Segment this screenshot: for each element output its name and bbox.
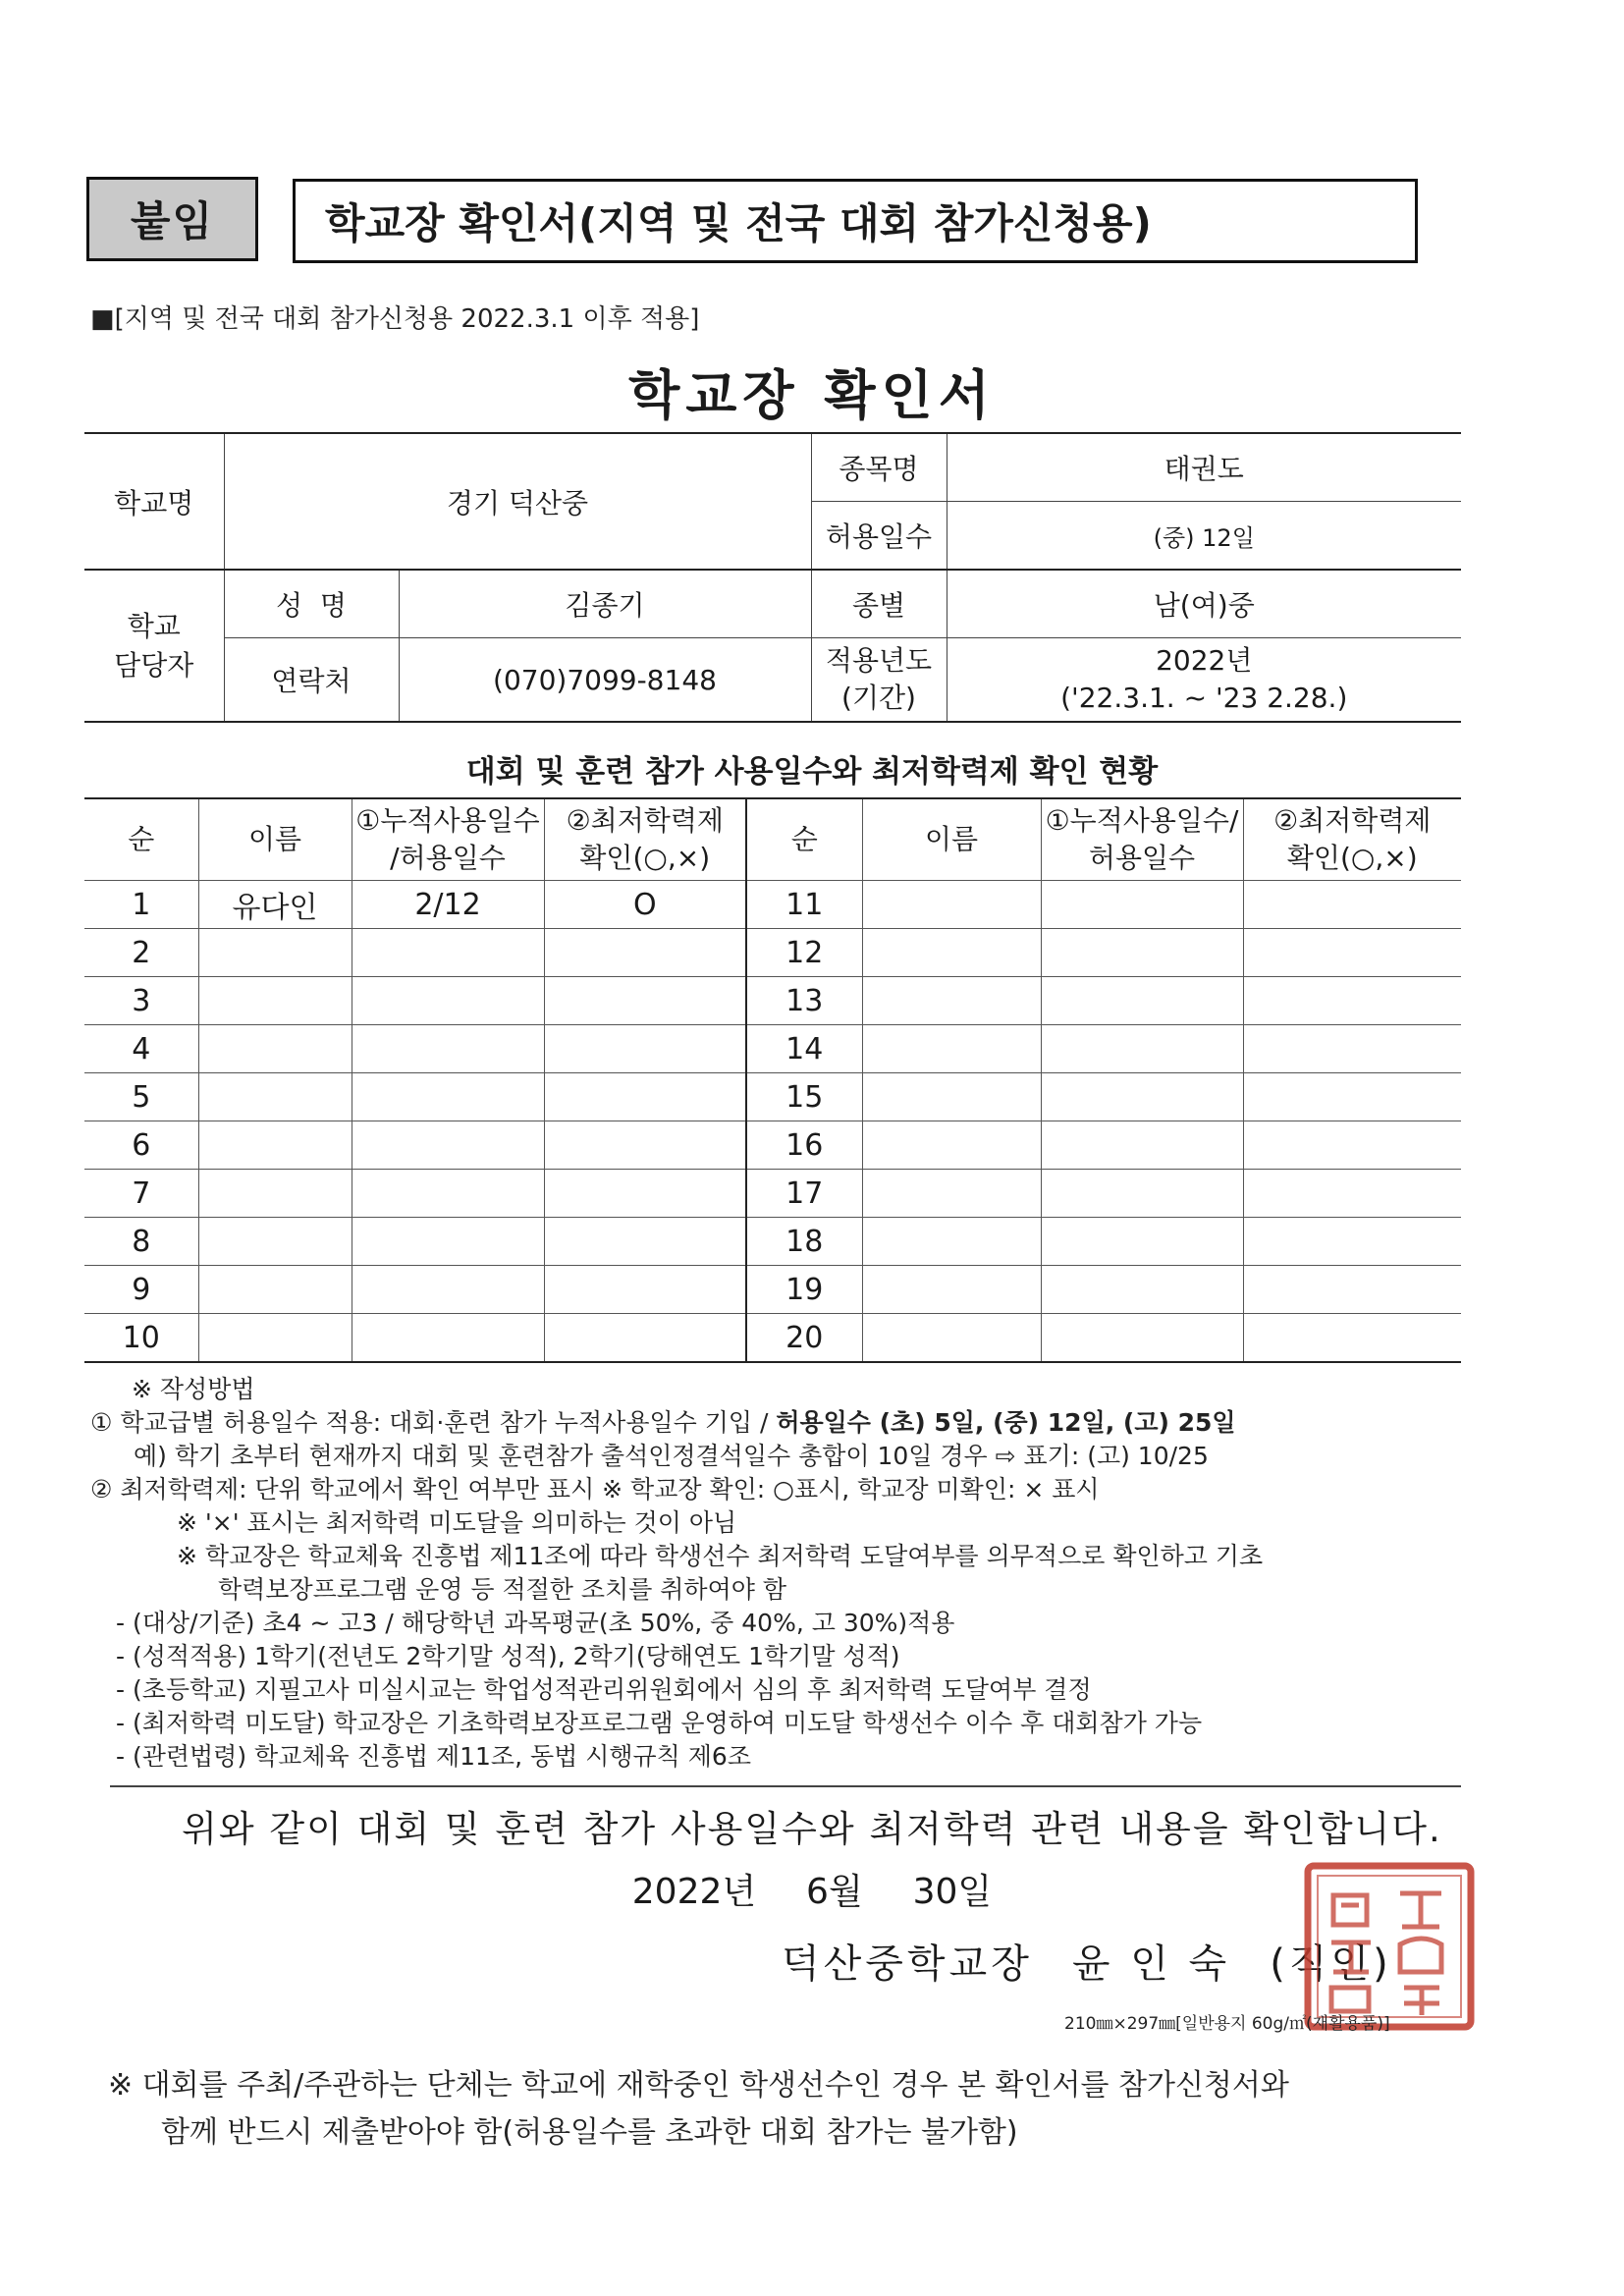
row-days [352,929,544,977]
confirmation-text: 위와 같이 대회 및 훈련 참가 사용일수와 최저학력 관련 내용을 확인합니다. [182,1808,1442,1850]
note-dash-3: - (초등학교) 지필고사 미실시교는 학업성적관리위원회에서 심의 후 최저학력 도달여부 결정 [116,1675,1092,1704]
row-name [198,1025,352,1073]
row-check-right [1243,1314,1461,1363]
year-value: 2022년 ('22.3.1. ~ '23 2.28.) [947,638,1461,723]
row-days [352,1073,544,1121]
paper-spec: 210㎜×297㎜[일반용지 60g/㎡(재활용품)] [1064,2014,1390,2034]
row-check [544,929,746,977]
row-no-right: 15 [746,1073,862,1121]
row-name [198,1314,352,1363]
row-name-right [862,1121,1041,1170]
row-name-right [862,977,1041,1025]
row-name-right [862,1218,1041,1266]
official-seal-icon [1302,1860,1477,2033]
row-no: 3 [84,977,198,1025]
name-value: 김종기 [399,570,811,638]
name-label: 성 명 [224,570,399,638]
principal-signature [782,1933,1392,1989]
note-2-y2: 학력보장프로그램 운영 등 적절한 조치를 취하여야 함 [218,1575,786,1604]
row-days [352,1218,544,1266]
document-title: 학교장 확인서 [628,364,996,426]
table-row [84,1025,1461,1073]
row-days [352,1025,544,1073]
table-row [84,1170,1461,1218]
header-check-right: ②최저학력제 확인(○,×) [1243,798,1461,881]
table-row [84,1121,1461,1170]
row-no-right: 19 [746,1266,862,1314]
row-no-right: 14 [746,1025,862,1073]
row-name [198,977,352,1025]
row-no: 1 [84,881,198,929]
row-no-right: 11 [746,881,862,929]
row-days-right [1041,1073,1243,1121]
instructions [90,1373,1485,1774]
row-check-right [1243,1218,1461,1266]
section-title: 대회 및 훈련 참가 사용일수와 최저학력제 확인 현황 [465,754,1159,790]
days-label: 허용일수 [811,502,947,571]
row-days-right [1041,977,1243,1025]
note-dash-2: - (성적적용) 1학기(전년도 2학기말 성적), 2학기(당해연도 1학기말 성적) [116,1642,900,1670]
table-row [84,977,1461,1025]
note-dash-1: - (대상/기준) 초4 ~ 고3 / 해당학년 과목평균(초 50%, 중 40%, 고 30%)적용 [116,1609,955,1637]
row-check [544,977,746,1025]
roster-table [84,797,1461,1363]
table-row [84,1266,1461,1314]
type-label: 종별 [811,570,947,638]
row-days-right [1041,1121,1243,1170]
row-name-right [862,881,1041,929]
row-no: 6 [84,1121,198,1170]
row-days [352,1170,544,1218]
notes-heading: ※ 작성방법 [132,1375,255,1403]
sport-label: 종목명 [811,433,947,502]
row-no-right: 16 [746,1121,862,1170]
days-value: (중) 12일 [947,502,1461,571]
header-no: 순 [84,798,198,881]
header-no-right: 순 [746,798,862,881]
principal-name: 윤 인 숙 [1071,1941,1231,1987]
header-days: ①누적사용일수 /허용일수 [352,798,544,881]
note-2: ② 최저학력제: 단위 학교에서 확인 여부만 표시 ※ 학교장 확인: ○표시, 학교장 미확인: × 표시 [90,1475,1100,1503]
row-name-right [862,1170,1041,1218]
row-check-right [1243,1121,1461,1170]
school-value: 경기 덕산중 [224,433,811,570]
table-row [84,1314,1461,1363]
row-days [352,977,544,1025]
note-1-example: 예) 학기 초부터 현재까지 대회 및 훈련참가 출석인정결석일수 총합이 10일 경우 ⇨ 표기: (고) 10/25 [134,1442,1209,1470]
note-dash-5: - (관련법령) 학교체육 진흥법 제11조, 동법 시행규칙 제6조 [116,1742,751,1771]
header-name: 이름 [198,798,352,881]
row-name [198,929,352,977]
row-name [198,1266,352,1314]
row-name-right [862,1314,1041,1363]
row-name [198,1218,352,1266]
seal-label: (직인) [1270,1941,1392,1987]
row-name-right [862,929,1041,977]
row-days-right [1041,929,1243,977]
header-days-right: ①누적사용일수/ 허용일수 [1041,798,1243,881]
row-no-right: 12 [746,929,862,977]
row-name-right [862,1266,1041,1314]
table-row [84,1218,1461,1266]
row-name [198,1121,352,1170]
row-name: 유다인 [198,881,352,929]
row-check-right [1243,977,1461,1025]
row-no: 8 [84,1218,198,1266]
row-days-right [1041,1314,1243,1363]
table-row [84,881,1461,929]
row-days [352,1266,544,1314]
row-check-right [1243,929,1461,977]
info-table [84,432,1461,723]
row-days-right [1041,1218,1243,1266]
applies-note: ■[지역 및 전국 대회 참가신청용 2022.3.1 이후 적용] [90,304,700,334]
note-2-y1: ※ 학교장은 학교체육 진흥법 제11조에 따라 학생선수 최저학력 도달여부를 의무적으로 확인하고 기초 [177,1542,1264,1570]
row-no: 4 [84,1025,198,1073]
row-check: O [544,881,746,929]
row-days-right [1041,1266,1243,1314]
row-no: 10 [84,1314,198,1363]
row-no-right: 13 [746,977,862,1025]
row-no-right: 20 [746,1314,862,1363]
row-no: 2 [84,929,198,977]
row-check [544,1121,746,1170]
row-days-right [1041,1025,1243,1073]
note-1: ① 학교급별 허용일수 적용: 대회·훈련 참가 누적사용일수 기입 / 허용일수 (초) 5일, (중) 12일, (고) 25일 [90,1408,1236,1437]
row-check-right [1243,881,1461,929]
row-days [352,1314,544,1363]
submission-footnote: ※ 대회를 주최/주관하는 단체는 학교에 재학중인 학생선수인 경우 본 확인서를 참가신청서와 함께 반드시 제출받아야 함(허용일수를 초과한 대회 참가는 불가함) [108,2068,1289,2150]
row-name [198,1073,352,1121]
table-row [84,929,1461,977]
row-no-right: 17 [746,1170,862,1218]
row-name-right [862,1073,1041,1121]
header-check: ②최저학력제 확인(○,×) [544,798,746,881]
row-check [544,1218,746,1266]
row-no: 7 [84,1170,198,1218]
header-name-right: 이름 [862,798,1041,881]
phone-value: (070)7099-8148 [399,638,811,723]
row-check [544,1314,746,1363]
contact-label: 학교 담당자 [84,570,224,722]
row-check [544,1025,746,1073]
date: 2022년 6월 30일 [631,1872,993,1912]
note-2-x: ※ '×' 표시는 최저학력 미도달을 의미하는 것이 아님 [177,1508,737,1537]
school-label: 학교명 [84,433,224,570]
row-check-right [1243,1170,1461,1218]
row-name-right [862,1025,1041,1073]
divider [110,1785,1461,1787]
type-value: 남(여)중 [947,570,1461,638]
row-days [352,1121,544,1170]
row-no: 5 [84,1073,198,1121]
table-row [84,1073,1461,1121]
row-check [544,1073,746,1121]
row-check-right [1243,1073,1461,1121]
row-check-right [1243,1266,1461,1314]
row-days-right [1041,881,1243,929]
sport-value: 태권도 [947,433,1461,502]
year-label: 적용년도 (기간) [811,638,947,723]
row-no: 9 [84,1266,198,1314]
principal-school: 덕산중학교장 [782,1941,1033,1987]
row-name [198,1170,352,1218]
note-dash-4: - (최저학력 미도달) 학교장은 기초학력보장프로그램 운영하여 미도달 학생선수 이수 후 대회참가 가능 [116,1709,1203,1737]
row-days: 2/12 [352,881,544,929]
row-check [544,1170,746,1218]
phone-label: 연락처 [224,638,399,723]
row-no-right: 18 [746,1218,862,1266]
form-title: 학교장 확인서(지역 및 전국 대회 참가신청용) [293,179,1418,263]
row-check-right [1243,1025,1461,1073]
row-check [544,1266,746,1314]
attachment-tag: 붙임 [86,177,258,261]
row-days-right [1041,1170,1243,1218]
